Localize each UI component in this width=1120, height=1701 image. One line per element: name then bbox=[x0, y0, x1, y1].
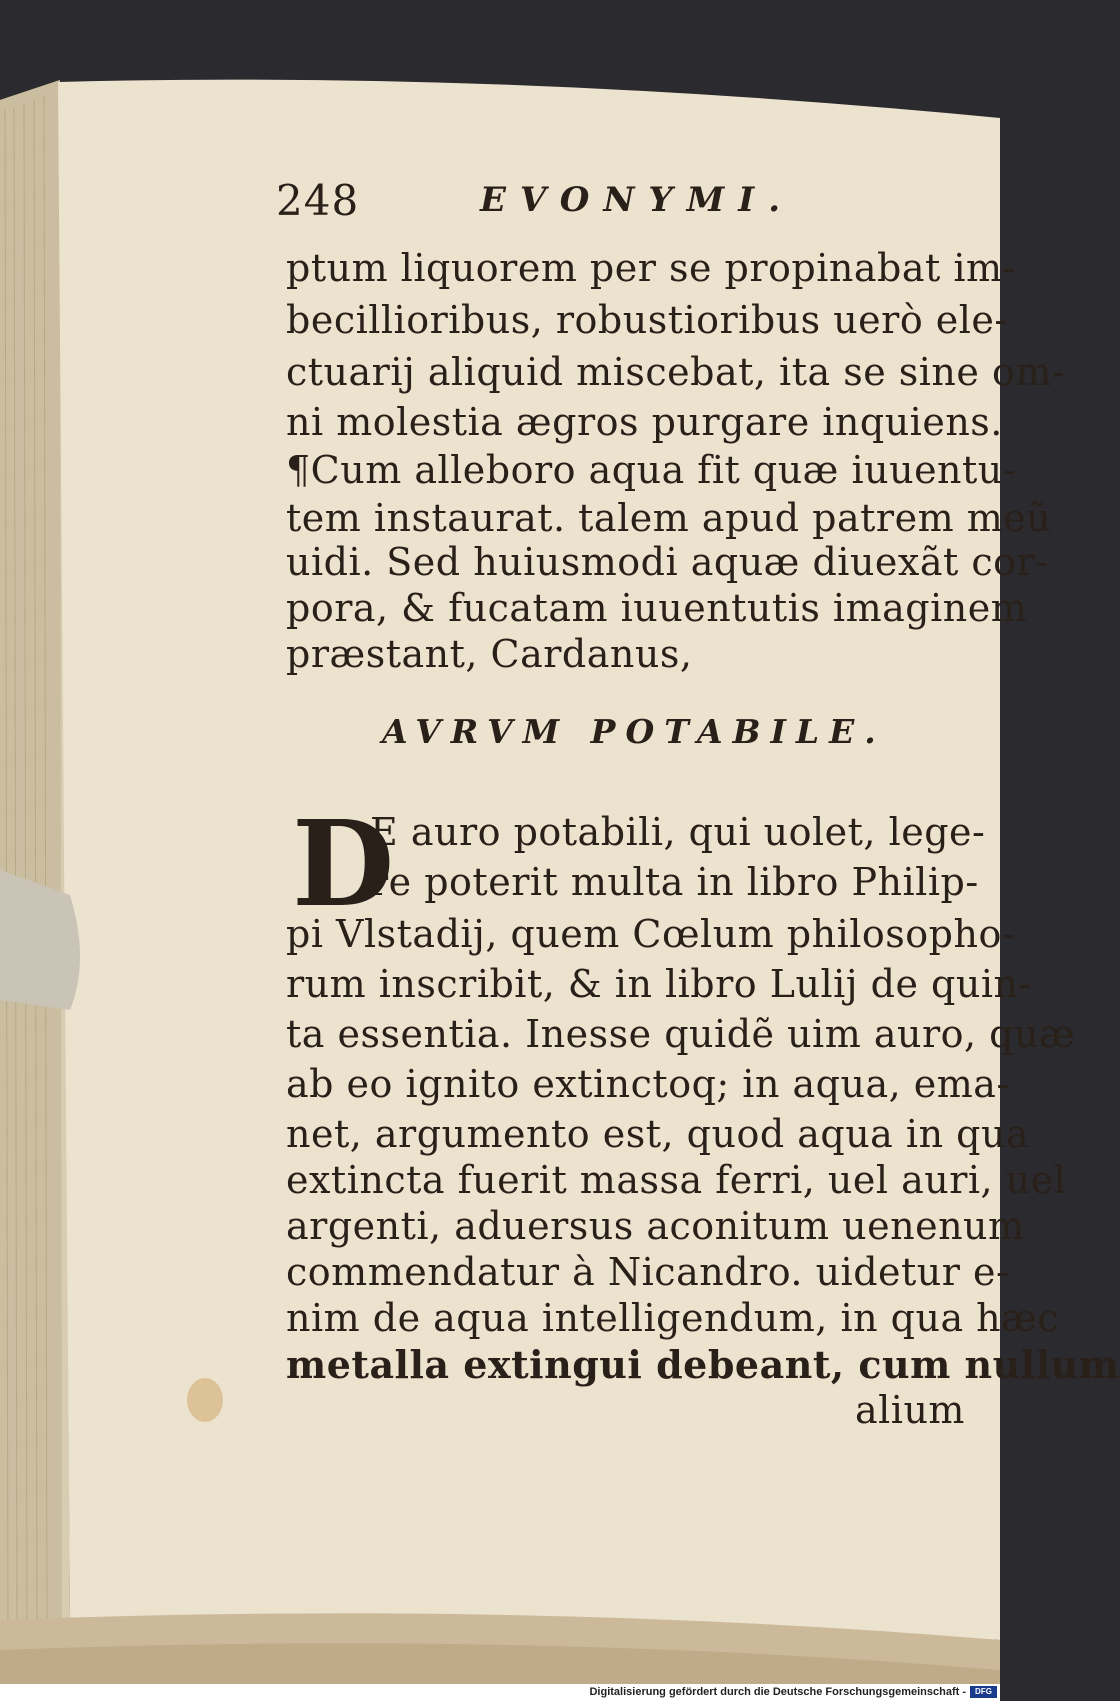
page-number: 248 bbox=[276, 176, 360, 225]
catchword: alium bbox=[855, 1388, 965, 1432]
drop-cap: D bbox=[292, 794, 395, 933]
text-line: tem instaurat. talem apud patrem meũ bbox=[286, 496, 1052, 540]
text-line: uidi. Sed huiusmodi aquæ diuexãt cor- bbox=[286, 540, 1049, 584]
text-line: commendatur à Nicandro. uidetur e- bbox=[286, 1250, 1010, 1294]
text-line: E auro potabili, qui uolet, lege- bbox=[370, 810, 986, 854]
text-line: becillioribus, robustioribus uerò ele- bbox=[286, 298, 1008, 342]
section-heading: AVRVM POTABILE. bbox=[382, 712, 886, 751]
text-line: ni molestia ægros purgare inquiens. bbox=[286, 400, 1003, 444]
text-line: præstant, Cardanus, bbox=[286, 632, 693, 676]
text-line: nim de aqua intelligendum, in qua hæc bbox=[286, 1296, 1060, 1340]
text-line: ab eo ignito extinctoq; in aqua, ema- bbox=[286, 1062, 1010, 1106]
credit-text: Digitalisierung gefördert durch die Deutsche Forschungsgemeinschaft - bbox=[589, 1686, 966, 1698]
text-line: pora, & fucatam iuuentutis imaginem bbox=[286, 586, 1028, 630]
footer-credit-bar bbox=[0, 1684, 1000, 1701]
text-line: rum inscribit, & in libro Lulij de quin- bbox=[286, 962, 1032, 1006]
text-line: pi Vlstadij, quem Cœlum philosopho- bbox=[286, 912, 1016, 956]
text-line: argenti, aduersus aconitum uenenum bbox=[286, 1204, 1025, 1248]
text-line: ta essentia. Inesse quidẽ uim auro, quæ bbox=[286, 1012, 1076, 1056]
text-line: re poterit multa in libro Philip- bbox=[370, 860, 979, 904]
dfg-logo-icon: DFG bbox=[970, 1686, 997, 1698]
text-line: metalla extingui debeant, cum nullum bbox=[286, 1342, 1120, 1387]
text-line: extincta fuerit massa ferri, uel auri, uel bbox=[286, 1158, 1067, 1202]
text-line: ptum liquorem per se propinabat im- bbox=[286, 246, 1016, 290]
text-line: ctuarij aliquid miscebat, ita se sine om- bbox=[286, 350, 1066, 394]
text-line: ¶Cum alleboro aqua fit quæ iuuentu- bbox=[286, 448, 1017, 492]
running-head: EVONYMI. bbox=[480, 180, 795, 220]
text-line: net, argumento est, quod aqua in qua bbox=[286, 1112, 1030, 1156]
